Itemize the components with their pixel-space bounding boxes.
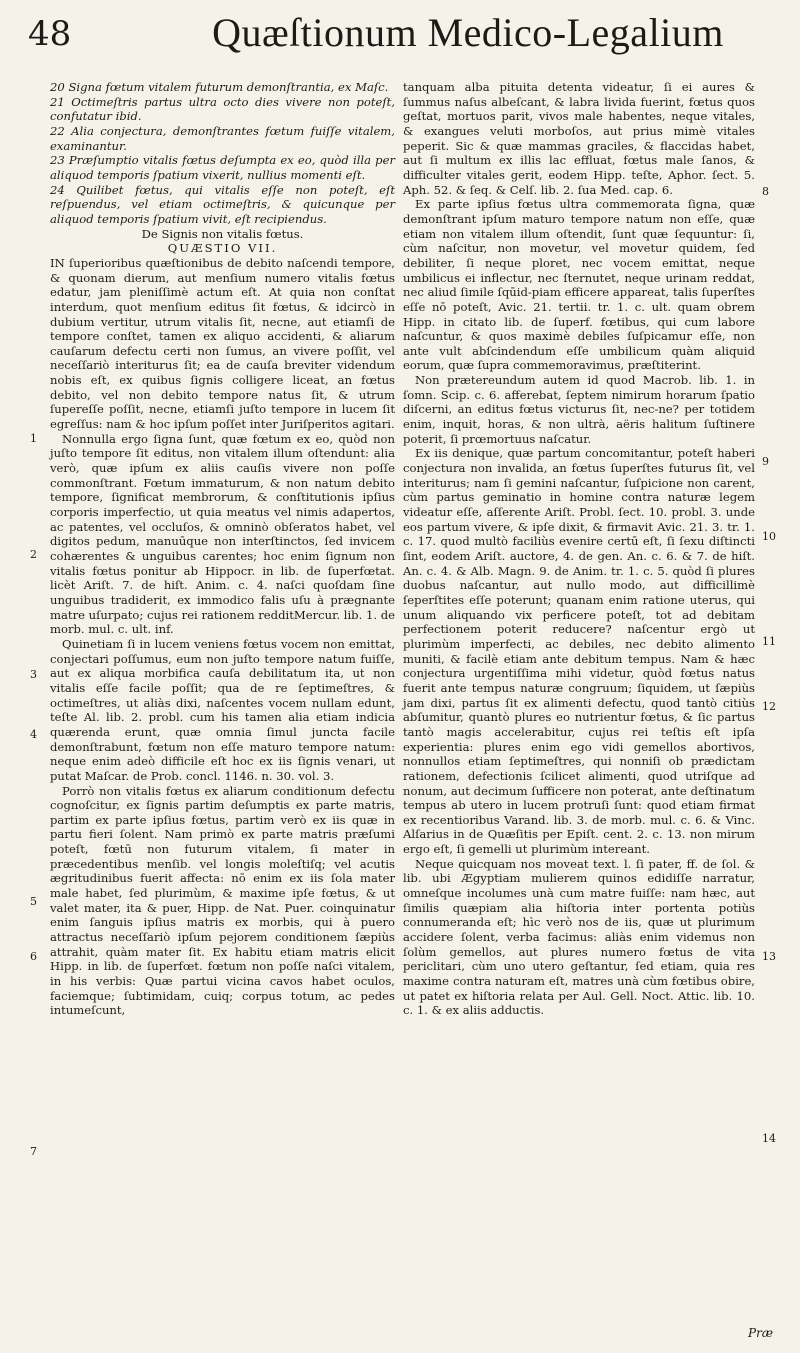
margin-number-left: 3 (30, 668, 37, 681)
paragraph-signa: Nonnulla ergo ſigna ſunt, quæ fœtum ex eo, quòd non juſto tempore ſit editus, non vitalem illum oſtendunt: alia verò, quæ ipſum ex aliis cauſis vivere non poſſe commonſtrant. Fœtum immaturum, & non natum debito tempore, ſignificat membrorum, & conſtitutionis ipſius corporis imperfectio, ut quia meatus vel nimis adapertos, ac patentes, vel occluſos, & omninò obſeratos habet, vel digitos pedum, manuūque non interſtinctos, ſed invicem cohærentes & unguibus carentes; hoc enim ſignum non vitalis fœtus ponitur ab Hippocr. in lib. de ſuperfœtat. licèt Ariſt. 7. de hiſt. Anim. c. 4. naſci quoſdam ſine unguibus tradiderit, ex immodico falis uſu à prægnante matre uſurpato; cujus rei rationem redditMercur. lib. 1. de morb. mul. c. ult. inf. (50, 431, 395, 637)
quaestio-title: QUÆSTIO VII. (167, 241, 278, 256)
paragraph-vox: Quinetiam ſi in lucem veniens fœtus vocem non emittat, conjectari poſſumus, eum non juſto tempore natum fuiſſe, aut ex aliqua morbifica cauſa debilitatum ita, ut non vitalis eſſe facile poſſit; qua de re ſeptimeſtres, & octimeſtres, ut aliàs dixi, naſcentes vocem nullam edunt, teſte Al. lib. 2. probl. cum his tamen alia etiam indicia quærenda erunt, quæ omnia ſimul juncta facile demonſtrabunt, fœtum non eſſe maturo tempore natum: neque enim adeò difficile eſt hoc ex iis ſignis venari, ut putat Maſcar. de Prob. concl. 1146. n. 30. vol. 3. (50, 636, 395, 783)
catchword: Præ (748, 1326, 774, 1340)
summary-item-20: 20 Signa fœtum vitalem futurum demonſtrantia, ex Maſc. (50, 80, 389, 94)
paragraph-macrobius: Non prætereundum autem id quod Macrob. lib. 1. in ſomn. Scip. c. 6. afferebat, ſeptem nimirum horarum ſpatio diſcerni, an editus fœtus victurus ſit, nec-ne? per totidem enim, inquit, horas, & non ultrà, aëris halitum ſuſtinere poterit, ſi prœmortuus naſcatur. (403, 373, 755, 446)
margin-number-left: 1 (30, 432, 37, 445)
summary-item-22: 22 Alia conjectura, demonſtrantes fœtum fuiſſe vitalem, examinantur. (50, 123, 395, 153)
page-header (28, 8, 788, 72)
section-heading: De Signis non vitalis fœtus. (141, 226, 304, 241)
summary-item-24: 24 Quilibet fœtus, qui vitalis eſſe non poteſt, eſt reſpuendus, vel etiam octimeſtris, & quicunque per aliquod temporis ſpatium vivit, eſt recipiendus. (50, 182, 395, 226)
margin-number-right: 11 (762, 635, 776, 648)
paragraph-gemini: Ex iis denique, quæ partum concomitantur, poteſt haberi conjectura non invalida, an fœtus ſuperſtes futurus ſit, vel interiturus; nam ſi gemini naſcantur, ſuſpicione non carent, cùm partus geminatio in homine contra naturæ legem videatur eſſe, aſſerente Ariſt. Probl. ſect. 10. probl. 3. unde eos partum vivere, & ipſe dixit, & firmavit Avic. 21. 3. tr. 1. c. 17. quod multò faciliùs evenire certū eſt, ſi ſexu diſtincti ſint, eodem Ariſt. auctore, 4. de gen. An. c. 6. & 7. de hiſt. An. c. 4. & Alb. Magn. 9. de Anim. tr. 1. c. 5. quòd ſi plures duobus naſcantur, aut nullo modo, aut difficillimè ſeperſtites eſſe poterunt; quanam enim ratione uterus, qui unum aliquando vix perficere poteſt, tot ad debitam perfectionem poterit reducere? naſcentur ergò ut plurimùm imperfecti, ac debiles, nec debito alimento muniti, & facilè etiam ante debitum tempus. Nam & hæc conjectura urgentiſſima mihi videtur, quòd fœtus natus fuerit ante tempus naturæ congruum; ſiquidem, ut ſæpiùs jam dixi, partus ſit ex alimenti defectu, quod tantò citiùs abſumitur, quantò plures eo nutrientur fœtus, & ſic partus tantò magis accelerabitur, cujus rei teſtis eſt ipſa experientia: plures enim ego vidi gemellos abortivos, nonnullos etiam ſeptimeſtres, qui nonniſi ob prædictam rationem, defectionis ſcilicet alimenti, quod utriſque ad nonum, aut decimum ſufficere non poterat, ante deſtinatum tempus ab utero in lucem protruſi ſunt: quod etiam firmat ex recentioribus Varand. lib. 3. de morb. mul. c. 6. & Vinc. Alſarius in de Quæſitis per Epiſt. cent. 2. c. 13. non mirum ergo eſt, ſi gemelli ut plurimùm intereant. (403, 446, 755, 857)
margin-number-right: 13 (762, 950, 776, 963)
margin-number-left: 5 (30, 895, 37, 908)
margin-number-left: 7 (30, 1145, 37, 1158)
margin-number-right: 14 (762, 1132, 776, 1145)
paragraph-historia: Neque quicquam nos moveat text. l. ſi pater, ff. de ſol. & lib. ubi Ægyptiam mulierem quinos edidiſſe narratur, omneſque incolumes unà cum matre fuiſſe: nam hæc, aut ſimilis quæpiam alia hiſtoria inter portenta potiùs connumeranda eſt; hìc verò nos de iis, quæ ut plurimum accidere ſolent, verba facimus: aliàs enim videmus non ſolùm gemellos, aut plures numero fœtus de vita periclitari, cùm uno utero geſtantur, ſed etiam, quia res maxime contra naturam eſt, matres unà cùm fœtibus obire, ut patet ex hiſtoria relata per Aul. Gell. Noct. Attic. lib. 10. c. 1. & ex aliis adductis. (403, 856, 755, 1018)
running-title: Quæſtionum Medico-Legalium (212, 10, 724, 55)
page-number: 48 (28, 14, 72, 54)
margin-number-left: 2 (30, 548, 37, 561)
margin-number-right: 9 (762, 455, 769, 468)
margin-number-right: 12 (762, 700, 776, 713)
right-column (403, 80, 755, 1018)
paragraph-intro: IN ſuperioribus quæſtionibus de debito naſcendi tempore, & quonam dierum, aut menſium numero vitalis fœtus edatur, jam pleniſſimè actum eſt. At quia non conſtat interdum, quot menſium editus ſit fœtus, & idcircò in dubium vertitur, utrum vitalis ſit, necne, aut etiamſi de tempore conſtet, tamen ex aliquo accidenti, & aliarum cauſarum defectu certi non ſumus, an vivere poſſit, vel neceſſariò interiturus ſit; ea de cauſa breviter videndum nobis eſt, ex quibus ſignis colligere liceat, an fœtus debito, vel non debito tempore natus ſit, & utrum ſupereſſe poſſit, necne, etiamſi juſto tempore in lucem ſit egreſſus: nam & hoc ipſum poſſet inter Juriſperitos agitari. (50, 255, 395, 432)
left-column (50, 80, 395, 1018)
paragraph-mater: Porrò non vitalis fœtus ex aliarum conditionum defectu cognoſcitur, ex ſignis partim deſumptis ex parte matris, partim ex parte ipſius fœtus, partim verò ex iis quæ in partu fieri ſolent. Nam primò ex parte matris præſumi poteſt, fœtū non futurum vitalem, ſi mater in præcedentibus menſib. vel longis moleſtiſq; vel acutis ægritudinibus fuerit affecta: nō enim ex iis ſola mater male habet, ſed plurimùm, & maxime ipſe fœtus, & ut valet mater, ita & puer, Hipp. de Nat. Puer. coinquinatur enim ſanguis ipſius matris ex morbis, qui à puero attractus neceſſariò ipſum pejorem conditionem ſæpiùs attrahit, quàm mater ſit. Ex habitu etiam matris elicit Hipp. in lib. de ſuperfœt. fœtum non poſſe naſci vitalem, in his verbis: Quæ partui vicina cavos habet oculos, faciemque; ſubtimidam, cuiq; corpus totum, ac pedes intumeſcunt, (50, 783, 395, 1018)
paragraph-foetus: Ex parte ipſius fœtus ultra commemorata ſigna, quæ demonſtrant ipſum maturo tempore natum non eſſe, quæ etiam non vitalem illum oſtendit, ſunt quæ ſequuntur: ſi, cùm naſcitur, non movetur, vel movetur quidem, ſed debiliter, ſi neque ploret, nec vocem emittat, neque umbilicus ei inflectur, nec ſternutet, neque urinam reddat, nec aliud ſimile ſqūid-piam efficere appareat, talis ſuperſtes eſſe nō poteſt, Avic. 21. tertii. tr. 1. c. ult. quam obrem Hipp. in citato lib. de ſuperf. fœtibus, qui cum labore naſcuntur, & quos maximè debiles ſuſpicamur eſſe, non ante vult abſcindendum eſſe umbilicum quàm aliquid eorum, quæ ſupra commemoravimus, præſtiterint. (403, 197, 755, 373)
summary-item-23: 23 Præſumptio vitalis fœtus deſumpta ex eo, quòd illa per aliquod temporis ſpatium vixerit, nullius momenti eſt. (50, 153, 395, 182)
margin-number-right: 10 (762, 530, 776, 543)
summary-item-21: 21 Octimeſtris partus ultra octo dies vivere non poteſt, confutatur ibid. (50, 94, 395, 124)
margin-number-right: 8 (762, 185, 769, 198)
paragraph-continuation: tanquam alba pituita detenta videatur, ſi ei aures & ſummus naſus albeſcant, & labra livida fuerint, fœtus quos geſtat, mortuos parit, vivos male habentes, neque vitales, & exangues veluti morboſos, aut prius mimè vitales peperit. Sic & quæ mammas graciles, & flaccidas habet, aut ſi multum ex illis lac effluat, fœtus male ſanos, & difficulter vitales gerit, eodem Hipp. teſte, Aphor. ſect. 5. Aph. 52. & ſeq. & Celſ. lib. 2. ſua Med. cap. 6. (403, 80, 755, 197)
margin-number-left: 6 (30, 950, 37, 963)
margin-number-left: 4 (30, 728, 37, 741)
